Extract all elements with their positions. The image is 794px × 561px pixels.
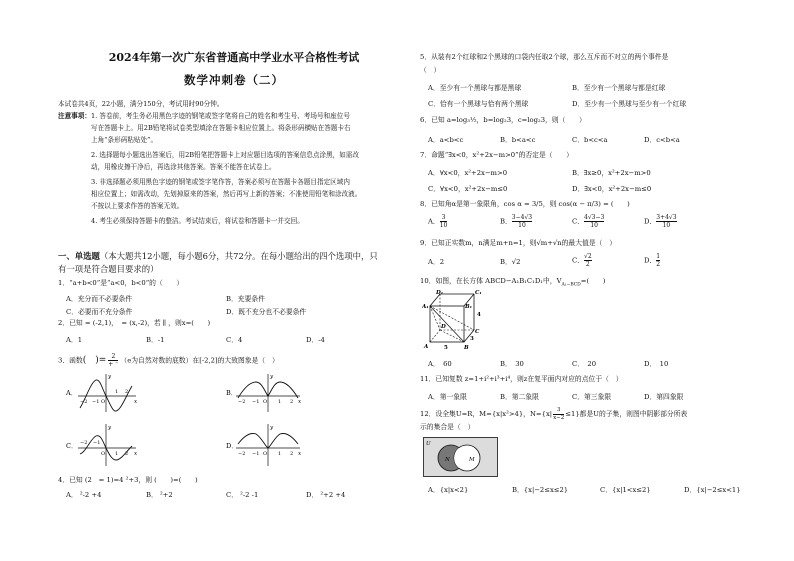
q5-stem-2: （ ） xyxy=(420,66,441,74)
q11-option-a[interactable]: A．第一象限 xyxy=(428,393,467,401)
q12-stem: 12．设全集U=R，M={x|x²>4}，N={x| $\frac{3}{x-2}$ ≤1}都是U的子集，则图中阴影部分所表 xyxy=(420,407,688,421)
svg-text:x: x xyxy=(298,451,302,457)
q8-option-a[interactable]: A． $\frac{3}{10}$ xyxy=(428,214,448,229)
svg-text:−2: −2 xyxy=(80,399,88,405)
q7-option-b[interactable]: B．∃x≥0，x²+2x−m>0 xyxy=(572,169,651,177)
exam-subtitle: 数学冲刺卷（二） xyxy=(184,73,284,87)
q3-graph-b[interactable] xyxy=(226,374,302,412)
notice-line-8: 不按以上要求作答的答案无效。 xyxy=(91,202,184,210)
svg-text:−1: −1 xyxy=(92,399,100,405)
q10-label-d: D xyxy=(441,324,446,330)
q1-option-a[interactable]: A．充分而不必要条件 xyxy=(66,295,133,303)
notice-line-1: 1. 答卷前，考生务必用黑色字迹的钢笔或签字笔将自己的姓名和考生号、考场号和座位号 xyxy=(90,112,350,120)
svg-text:y: y xyxy=(270,425,274,431)
venn-label-n: N xyxy=(445,457,450,463)
svg-text:−1: −1 xyxy=(93,440,101,446)
q5-stem: 5．从装有2个红球和2个黑球的口袋内任取2个球，那么互斥而不对立的两个事件是 xyxy=(420,53,669,61)
svg-text:−2: −2 xyxy=(80,440,88,446)
q12-venn-diagram xyxy=(423,437,498,477)
left-column xyxy=(58,0,410,561)
svg-text:−2: −2 xyxy=(238,451,246,457)
notice-line-6: 3. 非选择题必须用黑色字迹的钢笔或签字笔作答，答案必须写在答题卡各题目指定区域内 xyxy=(91,178,350,186)
q2-stem: 2．已知 = (-2,1)， = (x,-2)，若 ∥ ，则x=( ) xyxy=(58,319,211,327)
notice-line-4: 2. 选择题每小题选出答案后，用2B铅笔把答题卡上对应题目选项的答案信息点涂黑，如需改 xyxy=(91,151,359,159)
q3-stem: 3．函数( )= 2 + ⁻ （e为自然对数的底数）在[-2,2]的大致图象是（ ） xyxy=(58,353,279,368)
q10-label-c: C xyxy=(475,329,480,335)
q12-option-c[interactable]: C．{x|1<x≤2} xyxy=(600,486,651,494)
q10-stem: 10．如图，在长方体 ABCD−A₁B₁C₁D₁中，$V_{A_1-BCD}=$( ) xyxy=(420,277,606,288)
svg-text:D．: D． xyxy=(226,442,238,450)
q3-graph-c[interactable] xyxy=(66,424,138,466)
notice-line-9: 4. 考生必须保持答题卡的整洁。考试结束后，将试卷和答题卡一并交回。 xyxy=(91,217,304,225)
svg-text:O: O xyxy=(101,451,106,457)
q6-option-a[interactable]: A．a<b<c xyxy=(428,136,464,144)
q6-stem: 6．已知 a=log₃½，b=log₂3，c=log₂3，则（ ） xyxy=(420,116,586,124)
q6-option-b[interactable]: B．b<a<c xyxy=(500,136,536,144)
svg-text:−2: −2 xyxy=(238,399,246,405)
q5-option-d[interactable]: D．至少有一个黑球与至少有一个红球 xyxy=(572,100,687,108)
svg-text:1: 1 xyxy=(278,451,282,457)
svg-text:B．: B． xyxy=(226,389,238,397)
q8-option-b[interactable]: B． $\frac{3-4√3}{10}$ xyxy=(500,214,533,229)
q10-option-d[interactable]: D． 10 xyxy=(644,360,669,368)
svg-text:1: 1 xyxy=(115,451,119,457)
q4-option-d[interactable]: D． ²+2 +4 xyxy=(306,491,346,499)
svg-text:−1: −1 xyxy=(252,451,260,457)
svg-text:2: 2 xyxy=(290,451,294,457)
svg-text:C．: C． xyxy=(66,442,78,450)
q2-option-d[interactable]: D．-4 xyxy=(306,336,325,344)
q5-option-a[interactable]: A．至少有一个黑球与都是黑球 xyxy=(428,84,522,92)
q2-option-b[interactable]: B．-1 xyxy=(146,336,165,344)
q8-stem: 8．已知角α是第一象限角，cos α = 3/5，则 cos(α − π/3) = ( ) xyxy=(420,200,630,208)
q4-option-a[interactable]: A． ²-2 +4 xyxy=(66,491,102,499)
q10-option-c[interactable]: C． 20 xyxy=(572,360,597,368)
q12-option-b[interactable]: B．{x|−2≤x≤2} xyxy=(512,486,569,494)
svg-text:O: O xyxy=(263,451,268,457)
q1-stem: 1．“a+b<0”是“a<0，b<0”的（ ） xyxy=(58,279,184,287)
svg-text:y: y xyxy=(270,374,274,380)
notice-line-2: 写在答题卡上。用2B铅笔将试卷类型填涂在答题卡相应位置上。将条形码横贴在答题卡右 xyxy=(91,124,351,132)
q2-option-a[interactable]: A．1 xyxy=(66,336,83,344)
q10-label-d1: D₁ xyxy=(436,290,444,296)
q10-label-a1: A₁ xyxy=(422,304,429,310)
q9-stem: 9．已知正实数m，n满足m+n=1，则√m+√n的最大值是（ ） xyxy=(420,239,617,247)
q10-option-a[interactable]: A． 60 xyxy=(428,360,452,368)
notice-line-5: 动，用橡皮擦干净后，再选涂其他答案。答案不能答在试卷上。 xyxy=(91,163,276,171)
right-column xyxy=(420,0,782,561)
q10-label-b1: B₁ xyxy=(465,304,473,310)
q8-option-c[interactable]: C． $\frac{4√3-3}{10}$ xyxy=(572,214,605,229)
notice-line-3: 上角“条形码粘贴处”。 xyxy=(91,136,158,144)
q1-option-d[interactable]: D．既不充分也不必要条件 xyxy=(226,308,307,316)
q9-option-d[interactable]: D． $\frac{1}{2}$ xyxy=(644,253,661,268)
svg-text:2: 2 xyxy=(290,399,294,405)
q7-option-c[interactable]: C．∀x<0，x²+2x−m≤0 xyxy=(428,185,508,193)
exam-title: 2024年第一次广东省普通高中学业水平合格性考试 xyxy=(108,51,360,64)
notice-label: 注意事项： xyxy=(58,112,91,120)
q7-option-a[interactable]: A．∀x<0，x²+2x−m>0 xyxy=(428,169,508,177)
svg-text:O: O xyxy=(101,399,106,405)
q12-option-a[interactable]: A．{x|x<2} xyxy=(428,486,469,494)
notice-line-7: 相应位置上；如需改动，先划掉原来的答案，然后再写上新的答案；不准使用铅笔和涂改液。 xyxy=(91,190,362,198)
q11-stem: 11．已知复数 z=1+i²+i³+i⁴，则z在复平面内对应的点位于（ ） xyxy=(420,375,623,383)
q12-stem-2: 示的集合是（ ） xyxy=(420,423,475,431)
q4-option-c[interactable]: C． ²-2 -1 xyxy=(226,491,259,499)
svg-text:O: O xyxy=(263,399,268,405)
q9-option-b[interactable]: B．√2 xyxy=(500,258,521,266)
q12-option-d[interactable]: D．{x|−2≤x<1} xyxy=(684,486,741,494)
q10-option-b[interactable]: B． 30 xyxy=(500,360,524,368)
q1-option-b[interactable]: B．充要条件 xyxy=(226,295,265,303)
svg-text:x: x xyxy=(134,399,138,405)
q6-option-c[interactable]: C．b<c<a xyxy=(572,136,608,144)
q8-option-d[interactable]: D． $\frac{3+4√3}{10}$ xyxy=(644,214,677,229)
q7-option-d[interactable]: D．∃x<0，x²+2x−m≤0 xyxy=(572,185,652,193)
q3-graphs xyxy=(58,368,410,468)
q5-option-b[interactable]: B．至少有一个黑球与都是红球 xyxy=(572,84,666,92)
venn-label-u: U xyxy=(426,441,431,447)
svg-text:−1: −1 xyxy=(252,399,260,405)
section-heading: 一、单选题 xyxy=(58,251,100,261)
q10-label-depth: 3 xyxy=(470,336,474,342)
svg-text:x: x xyxy=(298,399,302,405)
q3-fraction: 2 + ⁻ xyxy=(108,353,119,368)
venn-label-m: M xyxy=(469,457,475,463)
q10-label-b: B xyxy=(464,345,469,351)
svg-text:y: y xyxy=(108,425,112,431)
section-desc-2: 有一项是符合题目要求的） xyxy=(58,264,159,274)
svg-text:A．: A． xyxy=(66,389,78,397)
svg-text:y: y xyxy=(108,374,112,380)
q10-label-c1: C₁ xyxy=(475,290,482,296)
q3-graph-a[interactable] xyxy=(65,374,138,412)
q5-option-c[interactable]: C．恰有一个黑球与恰有两个黑球 xyxy=(428,100,529,108)
svg-text:2: 2 xyxy=(125,389,129,395)
q3-graph-d[interactable] xyxy=(226,424,302,466)
q11-option-c[interactable]: C．第三象限 xyxy=(572,393,612,401)
q9-option-a[interactable]: A．2 xyxy=(428,258,445,266)
q4-option-b[interactable]: B． ²+2 xyxy=(146,491,173,499)
q11-option-d[interactable]: D．第四象限 xyxy=(644,393,684,401)
q11-option-b[interactable]: B．第二象限 xyxy=(500,393,539,401)
q4-stem: 4．已知 (2 = 1)=4 ²+3，则 ( )=( ) xyxy=(58,476,198,484)
svg-text:2: 2 xyxy=(125,451,129,457)
svg-text:1: 1 xyxy=(278,399,282,405)
q6-option-d[interactable]: D．c<b<a xyxy=(644,136,680,144)
q10-cuboid-figure xyxy=(422,288,492,354)
svg-text:1: 1 xyxy=(115,389,119,395)
q10-label-a: A xyxy=(424,344,429,350)
section-desc: （本大题共12小题，每小题6分，共72分。在每小题给出的四个选项中，只 xyxy=(99,251,378,261)
q9-option-c[interactable]: C． $\frac{√2}{2}$ xyxy=(572,253,592,268)
q7-stem: 7．命题“∃x<0，x²+2x−m>0”的否定是（ ） xyxy=(420,151,573,159)
svg-text:x: x xyxy=(134,451,138,457)
q1-option-c[interactable]: C．必要而不充分条件 xyxy=(66,308,133,316)
q10-label-height: 4 xyxy=(477,312,481,318)
q2-option-c[interactable]: C．4 xyxy=(226,336,243,344)
q10-label-width: 5 xyxy=(444,345,448,351)
intro-line: 本试卷共4页，22小题，满分150分，考试用时90分钟。 xyxy=(58,100,224,108)
